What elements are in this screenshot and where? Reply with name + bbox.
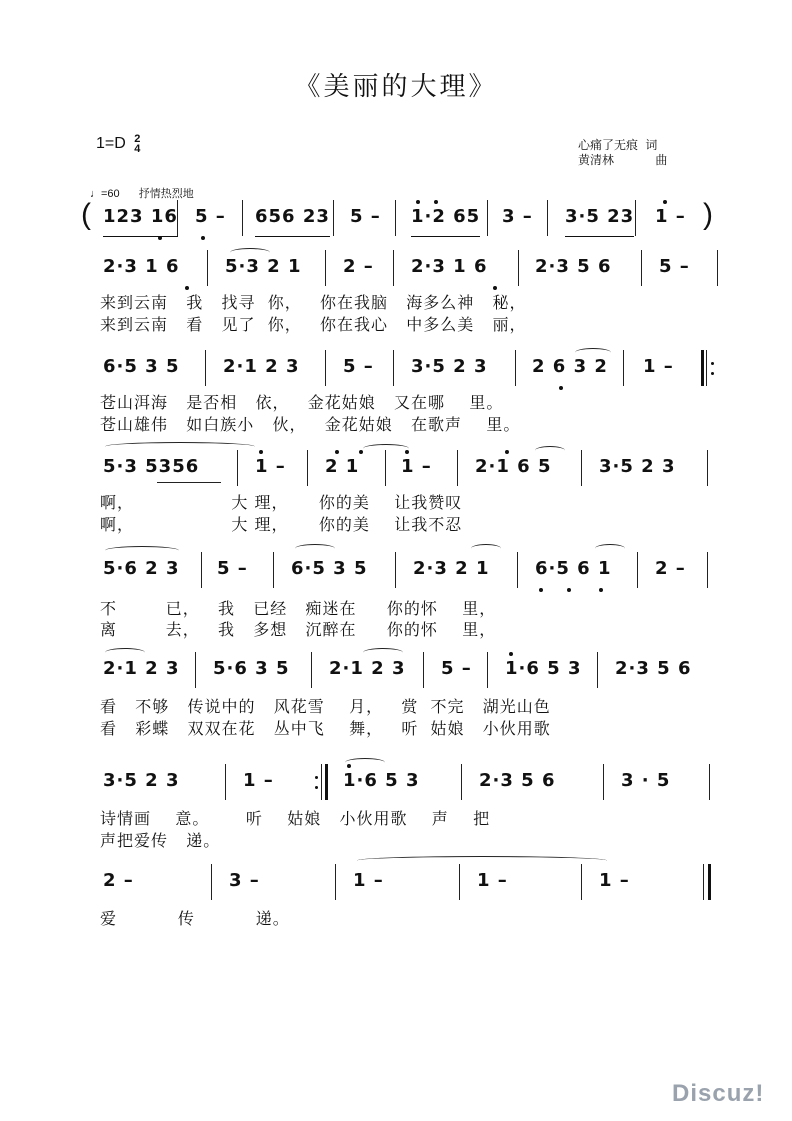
composer-role: 曲 — [655, 153, 668, 167]
measure-7-5: 3 · 5 — [621, 770, 671, 791]
barline — [177, 200, 178, 236]
slur — [230, 248, 270, 257]
barline — [461, 764, 462, 800]
lyric-6-1: 看 不够 传说中的 风花雪 月， 赏 不完 湖光山色 — [100, 697, 551, 716]
song-title: 《美丽的大理》 — [294, 72, 498, 102]
high-octave-dot — [505, 450, 509, 454]
high-octave-dot — [405, 450, 409, 454]
low-octave-dot — [539, 588, 543, 592]
measure-8-4: 1 – — [477, 870, 508, 891]
lyric-3-2: 苍山雄伟 如白族小 伙， 金花姑娘 在歌声 里。 — [100, 415, 521, 434]
measure-8-1: 2 – — [103, 870, 134, 891]
score-system-2 — [95, 250, 722, 288]
low-octave-dot — [559, 386, 563, 390]
barline — [547, 200, 548, 236]
measure-7-4: 2·3 5 6 — [479, 770, 556, 791]
measure-1-1: 123 16 — [103, 206, 178, 237]
lyric-4-2: 啊， 大 理， 你的美 让我不忍 — [100, 515, 463, 534]
barline — [603, 764, 604, 800]
final-barline — [708, 864, 711, 900]
repeat-barline — [701, 350, 704, 386]
slur — [595, 544, 625, 553]
high-octave-dot — [434, 200, 438, 204]
high-octave-dot — [259, 450, 263, 454]
measure-3-2: 2·1 2 3 — [223, 356, 300, 377]
score-system-1 — [81, 198, 722, 238]
measure-4-1: 5·3 5356 — [103, 456, 200, 477]
barline — [623, 350, 624, 386]
lyric-2-2: 来到云南 看 见了 你， 你在我心 中多么美 丽， — [100, 315, 527, 334]
barline — [487, 652, 488, 688]
score-system-4 — [95, 450, 722, 488]
barline — [225, 764, 226, 800]
slur — [295, 544, 335, 553]
measure-2-4: 2·3 1 6 — [411, 256, 488, 277]
barline — [581, 864, 582, 900]
barline — [325, 350, 326, 386]
time-top: 2 — [134, 133, 141, 145]
time-bottom: 4 — [134, 143, 141, 155]
measure-1-8: 1 – — [655, 206, 686, 227]
barline — [459, 864, 460, 900]
lyric-7-1: 诗情画 意。 听 姑娘 小伙用歌 声 把 — [100, 809, 491, 828]
measure-6-1: 2·1 2 3 — [103, 658, 180, 679]
barline — [707, 552, 708, 588]
barline — [385, 450, 386, 486]
time-signature — [134, 134, 140, 154]
measure-3-5: 2 6 3 2 — [532, 356, 608, 377]
lyric-6-2: 看 彩蝶 双双在花 丛中飞 舞， 听 姑娘 小伙用歌 — [100, 719, 551, 738]
score-system-3 — [95, 350, 722, 388]
barline — [515, 350, 516, 386]
barline — [333, 200, 334, 236]
measure-5-5: 6·5 6 1 — [535, 558, 612, 579]
measure-2-3: 2 – — [343, 256, 374, 277]
slur — [575, 348, 611, 357]
lyric-3-1: 苍山洱海 是否相 依， 金花姑娘 又在哪 里。 — [100, 393, 504, 412]
measure-3-1: 6·5 3 5 — [103, 356, 180, 377]
high-octave-dot — [416, 200, 420, 204]
slur — [357, 856, 607, 865]
slur — [105, 648, 145, 657]
barline — [321, 764, 322, 800]
measure-8-5: 1 – — [599, 870, 630, 891]
barline — [709, 764, 710, 800]
score-system-7 — [95, 764, 722, 802]
measure-1-6: 3 – — [502, 206, 533, 227]
lyric-4-1: 啊， 大 理， 你的美 让我赞叹 — [100, 493, 463, 512]
barline — [641, 250, 642, 286]
lyric-8-1: 爱 传 递。 — [100, 909, 290, 928]
measure-6-5: 1·6 5 3 — [505, 658, 582, 679]
measure-3-3: 5 – — [343, 356, 374, 377]
measure-5-6: 2 – — [655, 558, 686, 579]
barline — [635, 200, 636, 236]
barline — [706, 350, 707, 386]
measure-4-4: 1 – — [401, 456, 432, 477]
lyric-5-2: 离 去， 我 多想 沉醉在 你的怀 里， — [100, 620, 497, 639]
barline — [307, 450, 308, 486]
barline — [195, 652, 196, 688]
barline — [335, 864, 336, 900]
measure-3-4: 3·5 2 3 — [411, 356, 488, 377]
barline — [717, 250, 718, 286]
barline — [487, 200, 488, 236]
barline — [205, 350, 206, 386]
barline — [211, 864, 212, 900]
measure-5-1: 5·6 2 3 — [103, 558, 180, 579]
barline — [242, 200, 243, 236]
high-octave-dot — [347, 764, 351, 768]
slur — [363, 648, 403, 657]
lyric-5-1: 不 已， 我 已经 痴迷在 你的怀 里， — [100, 599, 497, 618]
slur — [345, 758, 385, 767]
measure-4-3: 2 1 — [325, 456, 360, 477]
repeat-barline — [325, 764, 328, 800]
measure-1-4: 5 – — [350, 206, 381, 227]
high-octave-dot — [335, 450, 339, 454]
measure-1-5: 1·2 65 — [411, 206, 480, 237]
slur — [471, 544, 501, 553]
barline — [207, 250, 208, 286]
high-octave-dot — [359, 450, 363, 454]
barline — [423, 652, 424, 688]
barline — [707, 450, 708, 486]
lyric-7-2: 声把爱传 递。 — [100, 831, 221, 850]
measure-8-2: 3 – — [229, 870, 260, 891]
measure-4-5: 2·1 6 5 — [475, 456, 552, 477]
credits — [578, 138, 667, 168]
lyricist: 心痛了无痕 — [578, 138, 639, 152]
underline — [157, 482, 221, 483]
low-octave-dot — [201, 236, 205, 240]
barline — [597, 652, 598, 688]
measure-1-2: 5 – — [195, 206, 226, 227]
measure-6-6: 2·3 5 6 — [615, 658, 692, 679]
slur — [105, 442, 255, 451]
repeat-dot — [711, 372, 714, 375]
measure-2-2: 5·3 2 1 — [225, 256, 302, 277]
score-system-5 — [95, 552, 722, 590]
measure-2-1: 2·3 1 6 — [103, 256, 180, 277]
close-paren: ) — [703, 198, 713, 231]
composer: 黄清林 — [578, 153, 615, 167]
measure-5-2: 5 – — [217, 558, 248, 579]
score-system-6 — [95, 652, 722, 690]
slur — [535, 446, 565, 455]
barline — [325, 250, 326, 286]
watermark: Discuz! — [672, 1080, 765, 1107]
barline — [518, 250, 519, 286]
barline — [237, 450, 238, 486]
barline — [457, 450, 458, 486]
measure-2-6: 5 – — [659, 256, 690, 277]
lyric-2-1: 来到云南 我 找寻 你， 你在我脑 海多么神 秘， — [100, 293, 527, 312]
measure-2-5: 2·3 5 6 — [535, 256, 612, 277]
barline — [273, 552, 274, 588]
repeat-dot — [315, 776, 318, 779]
high-octave-dot — [663, 200, 667, 204]
measure-8-3: 1 – — [353, 870, 384, 891]
barline — [395, 200, 396, 236]
measure-6-2: 5·6 3 5 — [213, 658, 290, 679]
barline — [201, 552, 202, 588]
barline — [517, 552, 518, 588]
barline — [393, 350, 394, 386]
key-label: 1=D — [96, 135, 126, 153]
low-octave-dot — [599, 588, 603, 592]
measure-4-6: 3·5 2 3 — [599, 456, 676, 477]
tempo-marking — [90, 185, 194, 201]
expression-marking: 抒情热烈地 — [138, 188, 194, 200]
high-octave-dot — [509, 652, 513, 656]
measure-6-3: 2·1 2 3 — [329, 658, 406, 679]
measure-4-2: 1 – — [255, 456, 286, 477]
key-signature — [96, 134, 140, 154]
measure-5-3: 6·5 3 5 — [291, 558, 368, 579]
measure-7-2: 1 – — [243, 770, 274, 791]
barline — [393, 250, 394, 286]
measure-1-7: 3·5 23 — [565, 206, 634, 237]
barline — [395, 552, 396, 588]
repeat-dot — [711, 362, 714, 365]
slur — [105, 546, 179, 555]
repeat-dot — [315, 786, 318, 789]
barline — [311, 652, 312, 688]
barline — [703, 864, 704, 900]
measure-7-1: 3·5 2 3 — [103, 770, 180, 791]
slur — [363, 444, 409, 453]
measure-5-4: 2·3 2 1 — [413, 558, 490, 579]
measure-7-3: 1·6 5 3 — [343, 770, 420, 791]
score-system-8 — [95, 864, 722, 902]
barline — [581, 450, 582, 486]
open-paren: ( — [81, 198, 91, 231]
barline — [637, 552, 638, 588]
measure-3-6: 1 – — [643, 356, 674, 377]
low-octave-dot — [567, 588, 571, 592]
lyricist-role: 词 — [645, 138, 658, 152]
measure-6-4: 5 – — [441, 658, 472, 679]
tempo-value: ♩=60 — [90, 188, 120, 200]
low-octave-dot — [158, 236, 162, 240]
measure-1-3: 656 23 — [255, 206, 330, 237]
